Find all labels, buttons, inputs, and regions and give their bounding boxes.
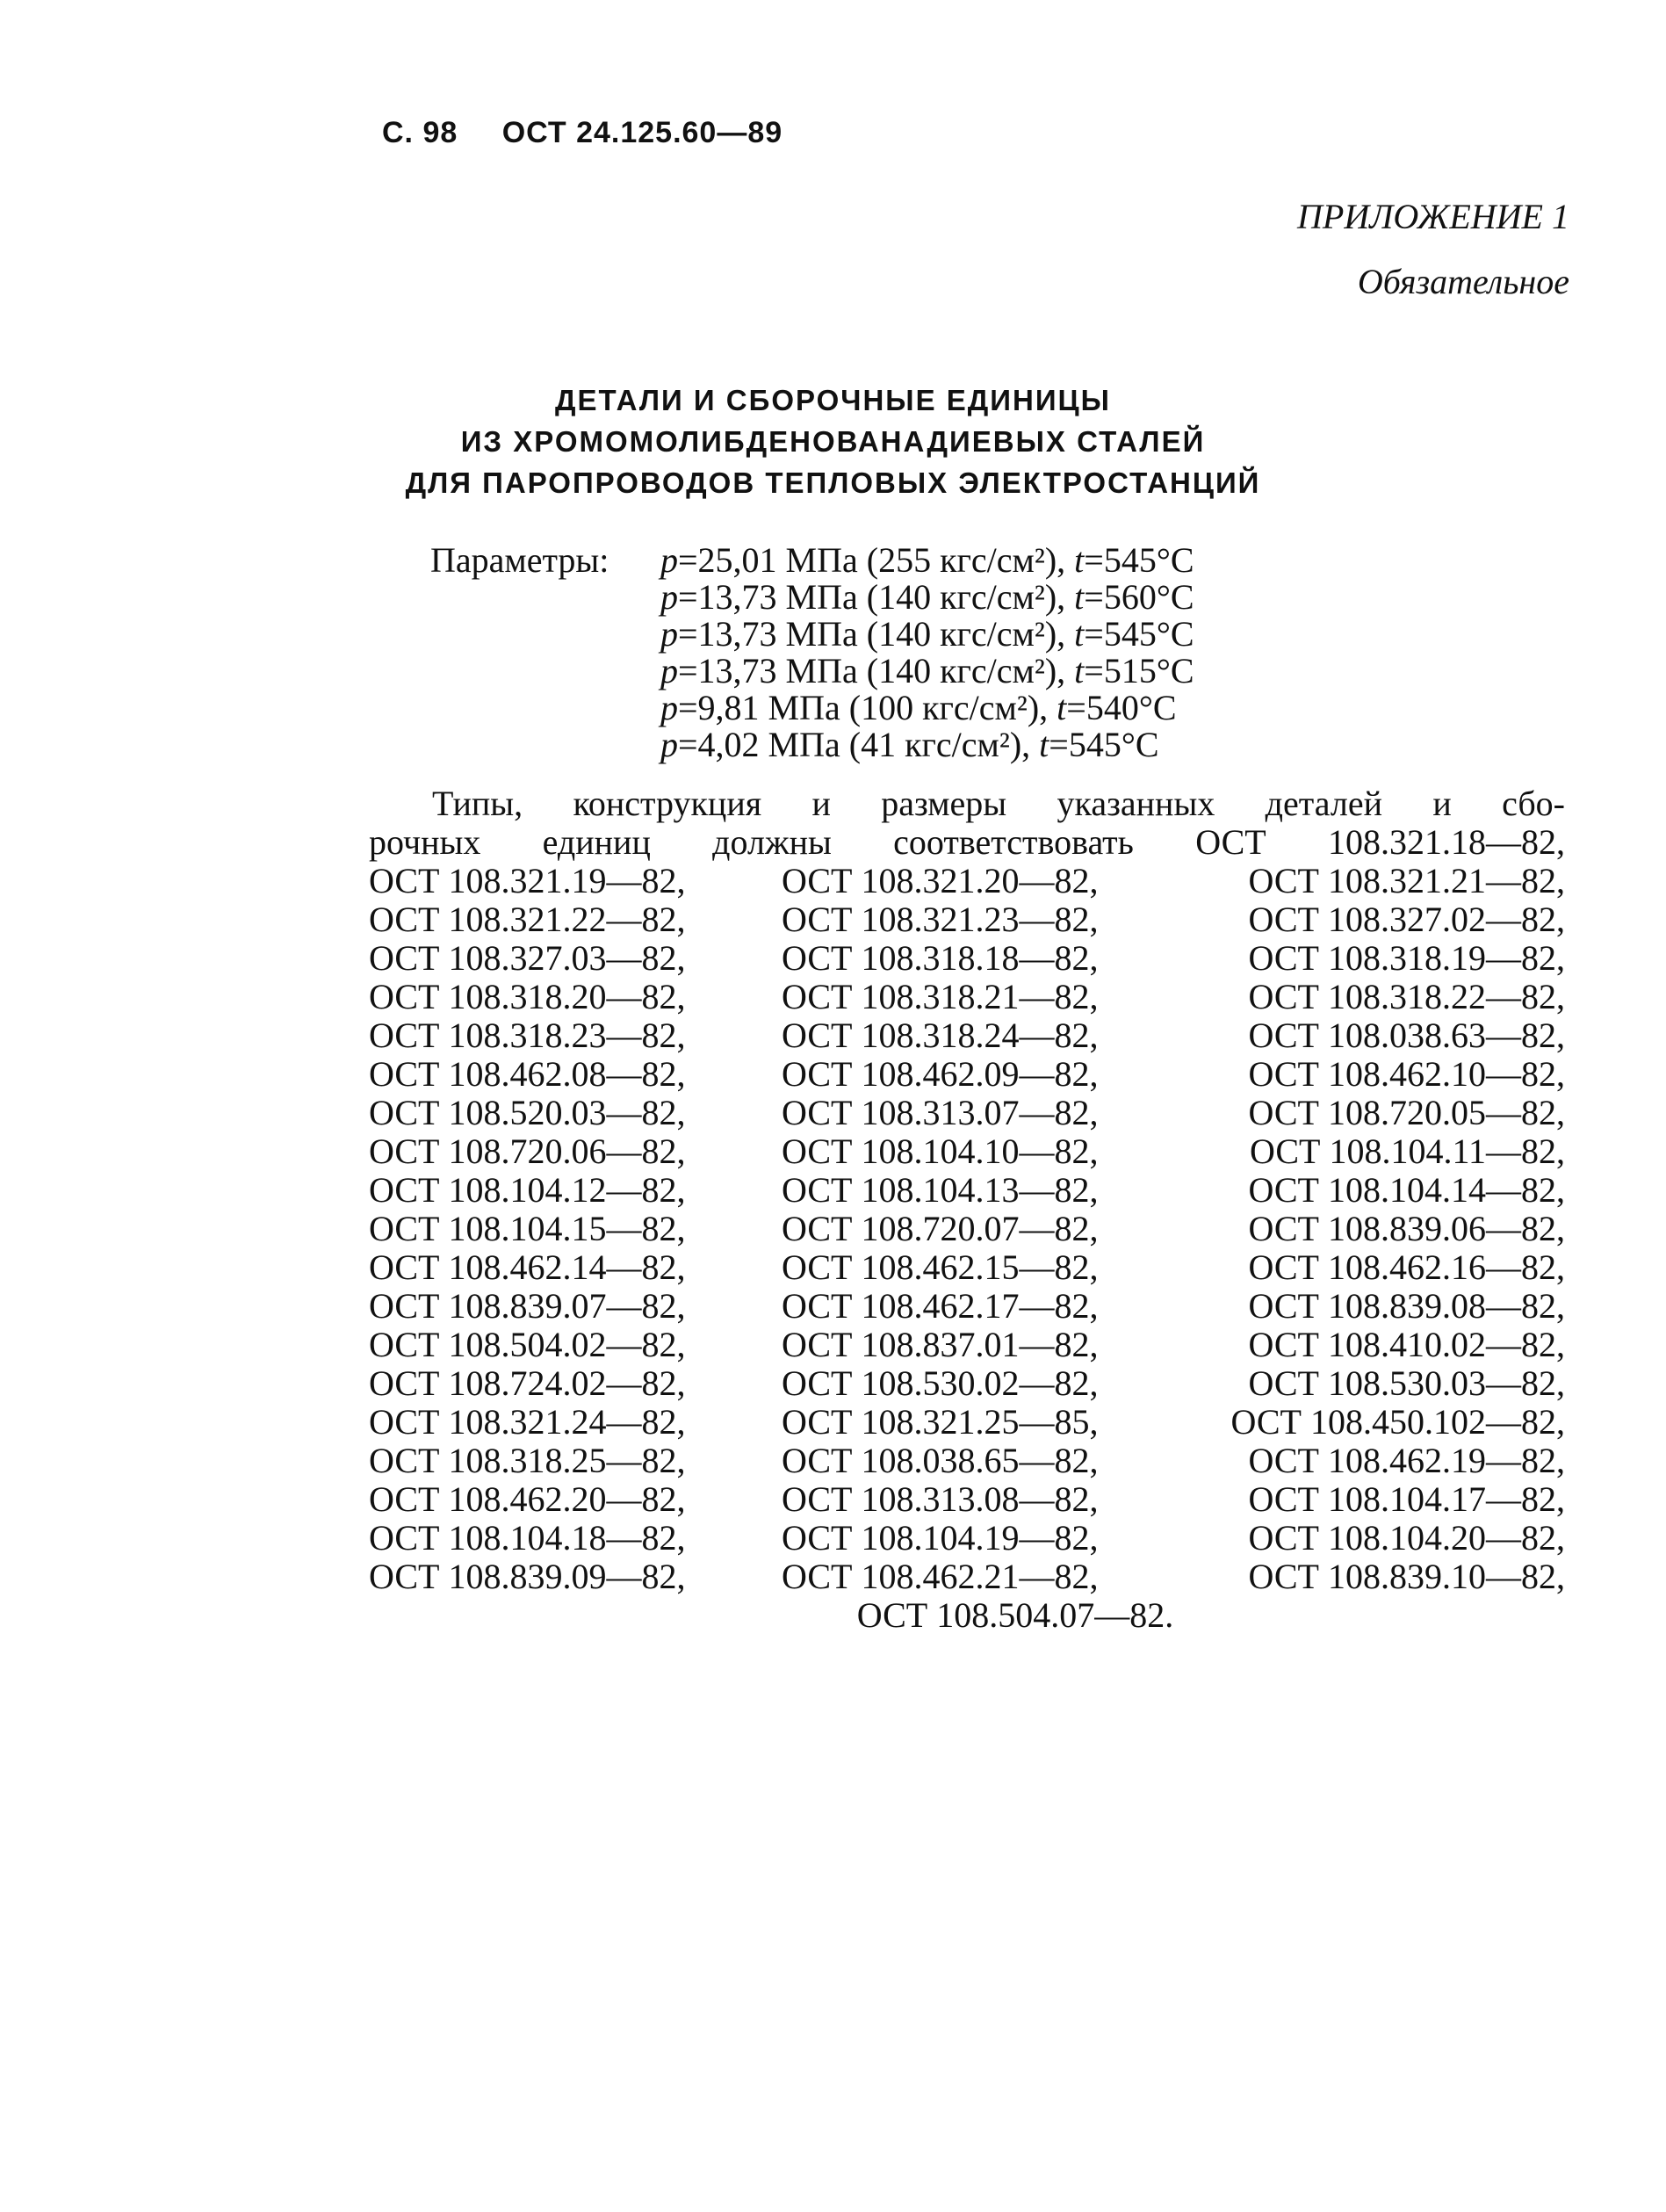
standard-ref: ОСТ 108.837.01—82, xyxy=(782,1325,1099,1364)
standard-ref: ОСТ 108.321.20—82, xyxy=(782,861,1099,900)
standard-ref: ОСТ 108.318.19—82, xyxy=(1248,938,1565,978)
standard-last: ОСТ 108.504.07—82. xyxy=(856,1595,1174,1635)
intro-line: Типы, конструкция и размеры указанных деталей и сбо- xyxy=(432,784,1565,823)
standard-ref: ОСТ 108.724.02—82, xyxy=(369,1363,686,1403)
standard-ref: ОСТ 108.104.17—82, xyxy=(1248,1479,1565,1519)
standard-ref: ОСТ 108.104.19—82, xyxy=(782,1518,1099,1558)
parameter-row: p=13,73 МПа (140 кгс/см²), t=560°С xyxy=(660,577,1194,617)
standard-ref: ОСТ 108.462.17—82, xyxy=(782,1286,1099,1326)
standard-ref: ОСТ 108.318.22—82, xyxy=(1248,977,1565,1016)
appendix-status: Обязательное xyxy=(1357,262,1569,301)
standard-ref: ОСТ 108.313.07—82, xyxy=(782,1093,1099,1132)
standard-ref: ОСТ 108.462.20—82, xyxy=(369,1479,686,1519)
standard-ref: ОСТ 108.720.05—82, xyxy=(1248,1093,1565,1132)
standard-ref: ОСТ 108.462.10—82, xyxy=(1248,1054,1565,1094)
standard-ref: ОСТ 108.104.18—82, xyxy=(369,1518,686,1558)
parameter-row: p=13,73 МПа (140 кгс/см²), t=545°С xyxy=(660,614,1194,654)
standard-ref: ОСТ 108.839.06—82, xyxy=(1248,1209,1565,1248)
standards-grid xyxy=(369,862,1565,1596)
standard-ref: ОСТ 108.321.22—82, xyxy=(369,900,686,939)
standard-ref: ОСТ 108.520.03—82, xyxy=(369,1093,686,1132)
standard-ref: ОСТ 108.313.08—82, xyxy=(782,1479,1099,1519)
body-text xyxy=(369,784,1565,1635)
standard-ref: ОСТ 108.104.13—82, xyxy=(782,1170,1099,1210)
standard-ref: ОСТ 108.104.10—82, xyxy=(782,1131,1099,1171)
standard-ref: ОСТ 108.462.08—82, xyxy=(369,1054,686,1094)
standard-ref: ОСТ 108.104.11—82, xyxy=(1249,1131,1565,1171)
standard-ref: ОСТ 108.104.15—82, xyxy=(369,1209,686,1248)
parameters-block xyxy=(430,542,1194,763)
standard-ref: ОСТ 108.839.09—82, xyxy=(369,1557,686,1596)
standard-ref: ОСТ 108.327.02—82, xyxy=(1248,900,1565,939)
intro-line: рочных единиц должны соответствовать ОСТ 108.321.18—82, xyxy=(369,822,1565,862)
standard-ref: ОСТ 108.038.63—82, xyxy=(1248,1016,1565,1055)
appendix-block xyxy=(1297,184,1569,314)
standard-ref: ОСТ 108.104.20—82, xyxy=(1248,1518,1565,1558)
parameter-row: p=4,02 МПа (41 кгс/см²), t=545°С xyxy=(660,725,1159,764)
standard-ref: ОСТ 108.720.07—82, xyxy=(782,1209,1099,1248)
standard-ref: ОСТ 108.321.21—82, xyxy=(1248,861,1565,900)
standard-ref: ОСТ 108.321.24—82, xyxy=(369,1402,686,1442)
standard-ref: ОСТ 108.530.02—82, xyxy=(782,1363,1099,1403)
standard-ref: ОСТ 108.462.14—82, xyxy=(369,1247,686,1287)
standard-ref: ОСТ 108.318.21—82, xyxy=(782,977,1099,1016)
title-line: ДЕТАЛИ И СБОРОЧНЫЕ ЕДИНИЦЫ xyxy=(555,384,1111,416)
standard-ref: ОСТ 108.462.19—82, xyxy=(1248,1441,1565,1480)
standard-ref: ОСТ 108.839.08—82, xyxy=(1248,1286,1565,1326)
standard-ref: ОСТ 108.450.102—82, xyxy=(1230,1402,1565,1442)
standard-ref: ОСТ 108.839.07—82, xyxy=(369,1286,686,1326)
standard-ref: ОСТ 108.462.09—82, xyxy=(782,1054,1099,1094)
standard-code: ОСТ 24.125.60—89 xyxy=(501,116,783,149)
parameter-row: p=25,01 МПа (255 кгс/см²), t=545°С xyxy=(660,540,1194,580)
standard-ref: ОСТ 108.104.12—82, xyxy=(369,1170,686,1210)
standard-ref: ОСТ 108.318.25—82, xyxy=(369,1441,686,1480)
standard-ref: ОСТ 108.504.02—82, xyxy=(369,1325,686,1364)
parameter-row: p=13,73 МПа (140 кгс/см²), t=515°С xyxy=(660,651,1194,690)
document-title xyxy=(0,380,1666,503)
parameter-row: p=9,81 МПа (100 кгс/см²), t=540°С xyxy=(660,688,1177,727)
standard-ref: ОСТ 108.321.19—82, xyxy=(369,861,686,900)
page-header xyxy=(382,116,783,150)
title-line: ДЛЯ ПАРОПРОВОДОВ ТЕПЛОВЫХ ЭЛЕКТРОСТАНЦИЙ xyxy=(405,466,1261,499)
standard-ref: ОСТ 108.720.06—82, xyxy=(369,1131,686,1171)
standard-ref: ОСТ 108.530.03—82, xyxy=(1248,1363,1565,1403)
standard-ref: ОСТ 108.327.03—82, xyxy=(369,938,686,978)
title-line: ИЗ ХРОМОМОЛИБДЕНОВАНАДИЕВЫХ СТАЛЕЙ xyxy=(460,425,1206,458)
standard-ref: ОСТ 108.462.21—82, xyxy=(782,1557,1099,1596)
standard-ref: ОСТ 108.462.15—82, xyxy=(782,1247,1099,1287)
standard-ref: ОСТ 108.038.65—82, xyxy=(782,1441,1099,1480)
standard-ref: ОСТ 108.321.23—82, xyxy=(782,900,1099,939)
standard-ref: ОСТ 108.318.23—82, xyxy=(369,1016,686,1055)
standard-ref: ОСТ 108.318.20—82, xyxy=(369,977,686,1016)
standard-ref: ОСТ 108.462.16—82, xyxy=(1248,1247,1565,1287)
standard-ref: ОСТ 108.104.14—82, xyxy=(1248,1170,1565,1210)
standard-ref: ОСТ 108.318.24—82, xyxy=(782,1016,1099,1055)
parameters-label: Параметры: xyxy=(430,540,609,580)
standard-ref: ОСТ 108.321.25—85, xyxy=(782,1402,1099,1442)
standard-ref: ОСТ 108.318.18—82, xyxy=(782,938,1099,978)
page-number: С. 98 xyxy=(382,116,458,149)
appendix-label: ПРИЛОЖЕНИЕ 1 xyxy=(1297,197,1569,236)
standard-ref: ОСТ 108.839.10—82, xyxy=(1248,1557,1565,1596)
standard-ref: ОСТ 108.410.02—82, xyxy=(1248,1325,1565,1364)
